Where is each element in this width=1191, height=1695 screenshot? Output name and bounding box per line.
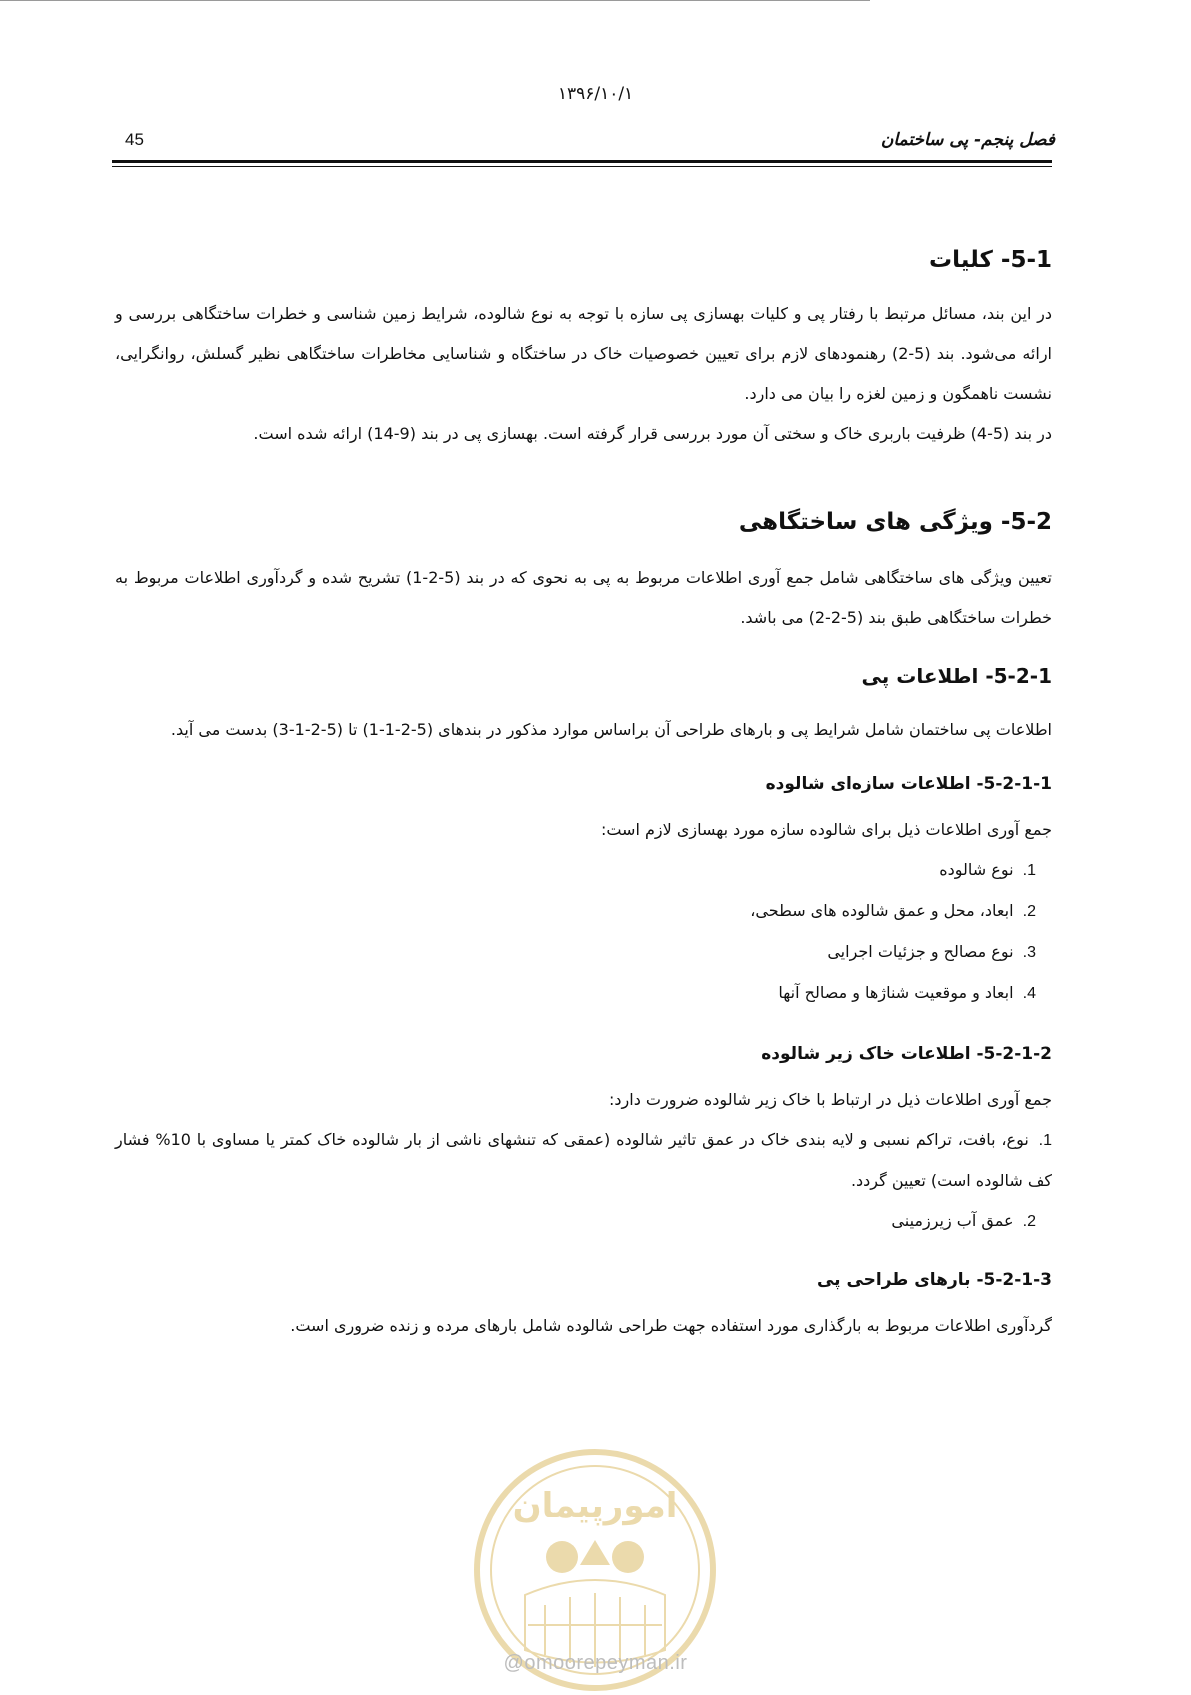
paragraph: جمع آوری اطلاعات ذیل در ارتباط با خاک زیر شالوده ضرورت دارد:: [609, 1090, 1052, 1109]
subsubsection-heading: 5-2-1-1- اطلاعات سازه‌ای شالوده: [765, 774, 1052, 794]
subsubsection-heading: 5-2-1-2- اطلاعات خاک زیر شالوده: [761, 1044, 1052, 1064]
list-item-number: 4.: [1022, 985, 1036, 1002]
list-item: [115, 1201, 1052, 1242]
list-item-text: نوع شالوده: [939, 860, 1014, 879]
list-item-number: 2.: [1022, 903, 1036, 920]
page-body: [115, 238, 1052, 1346]
list-item-number: 2.: [1022, 1213, 1036, 1230]
list-item-number: 1.: [1038, 1132, 1053, 1149]
list-item: [115, 1120, 1052, 1201]
subsection-heading: 5-2-1- اطلاعات پی: [861, 664, 1052, 688]
section-heading: 5-1- کلیات: [928, 247, 1052, 273]
paragraph: تعیین ویژگی های ساختگاهی شامل جمع آوری اطلاعات مربوط به پی به نحوی که در بند (5-2-1) تشریح شده و گردآوری اطلاعات مربوط به خطرات ساختگاهی طبق بند (5-2-2) می باشد.: [115, 568, 1052, 627]
list-item-text: ابعاد و موقعیت شناژها و مصالح آنها: [778, 983, 1014, 1002]
chapter-title: فصل پنجم- پی ساختمان: [880, 130, 1055, 150]
watermark-url: @omoorepeyman.ir: [503, 1652, 688, 1674]
list-item-text: عمق آب زیرزمینی: [891, 1211, 1014, 1230]
section-site-characteristics: [115, 500, 1052, 638]
list-item-text: ابعاد، محل و عمق شالوده های سطحی،: [750, 901, 1014, 920]
page-number: 45: [125, 130, 144, 149]
numbered-list: [115, 850, 1052, 1014]
paragraph: اطلاعات پی ساختمان شامل شرایط پی و بارهای طراحی آن براساس موارد مذکور در بندهای (5-2-1-1) تا (5-2-1-3) بدست می آید.: [170, 720, 1052, 739]
section-heading: 5-2- ویژگی های ساختگاهی: [738, 509, 1052, 535]
print-date: ۱۳۹۶/۱۰/۱: [557, 84, 634, 104]
running-header: [115, 128, 1055, 158]
header-rule-thick: [112, 160, 1052, 163]
list-item: [115, 891, 1052, 932]
section-design-loads: [115, 1262, 1052, 1346]
numbered-list: [115, 1120, 1052, 1242]
section-general: [115, 238, 1052, 454]
paragraph: جمع آوری اطلاعات ذیل برای شالوده سازه مورد بهسازی لازم است:: [600, 820, 1052, 839]
section-soil-info: [115, 1036, 1052, 1242]
top-border-line: [0, 0, 870, 1]
subsubsection-heading: 5-2-1-3- بارهای طراحی پی: [816, 1270, 1052, 1290]
section-structural-foundation-info: [115, 766, 1052, 1014]
list-item-text: نوع، بافت، تراکم نسبی و لایه بندی خاک در عمق تاثیر شالوده (عمقی که تنشهای ناشی از بار شالوده خاک کمتر یا مساوی با 10% فشار کف شالوده است) تعیین گردد.: [115, 1130, 1052, 1190]
paragraph: در این بند، مسائل مرتبط با رفتار پی و کلیات بهسازی پی سازه با توجه به نوع شالوده، شرایط زمین شناسی و خطرات ساختگاهی بررسی و ارائه می‌شود. بند (5-2) رهنمودهای لازم برای تعیین خصوصیات خاک در ساختگاه و شناسایی مخاطرات ساختگاهی نظیر گسلش، روانگرایی، نشست ناهمگون و زمین لغزه را بیان می دارد.: [115, 304, 1053, 403]
paragraph: در بند (5-4) ظرفیت باربری خاک و سختی آن مورد بررسی قرار گرفته است. بهسازی پی در بند (9-14) ارائه شده است.: [253, 424, 1052, 443]
header-rule-thin: [112, 166, 1052, 167]
list-item-text: نوع مصالح و جزئیات اجرایی: [827, 942, 1014, 961]
list-item-number: 1.: [1022, 862, 1036, 879]
list-item-number: 3.: [1022, 944, 1036, 961]
list-item: [115, 973, 1052, 1014]
list-item: [115, 850, 1052, 891]
paragraph: گردآوری اطلاعات مربوط به بارگذاری مورد استفاده جهت طراحی شالوده شامل بارهای مرده و زنده ضروری است.: [290, 1316, 1052, 1335]
section-foundation-info: [115, 656, 1052, 750]
list-item: [115, 932, 1052, 973]
watermark-seal-text: امورپیمان: [512, 1486, 678, 1526]
